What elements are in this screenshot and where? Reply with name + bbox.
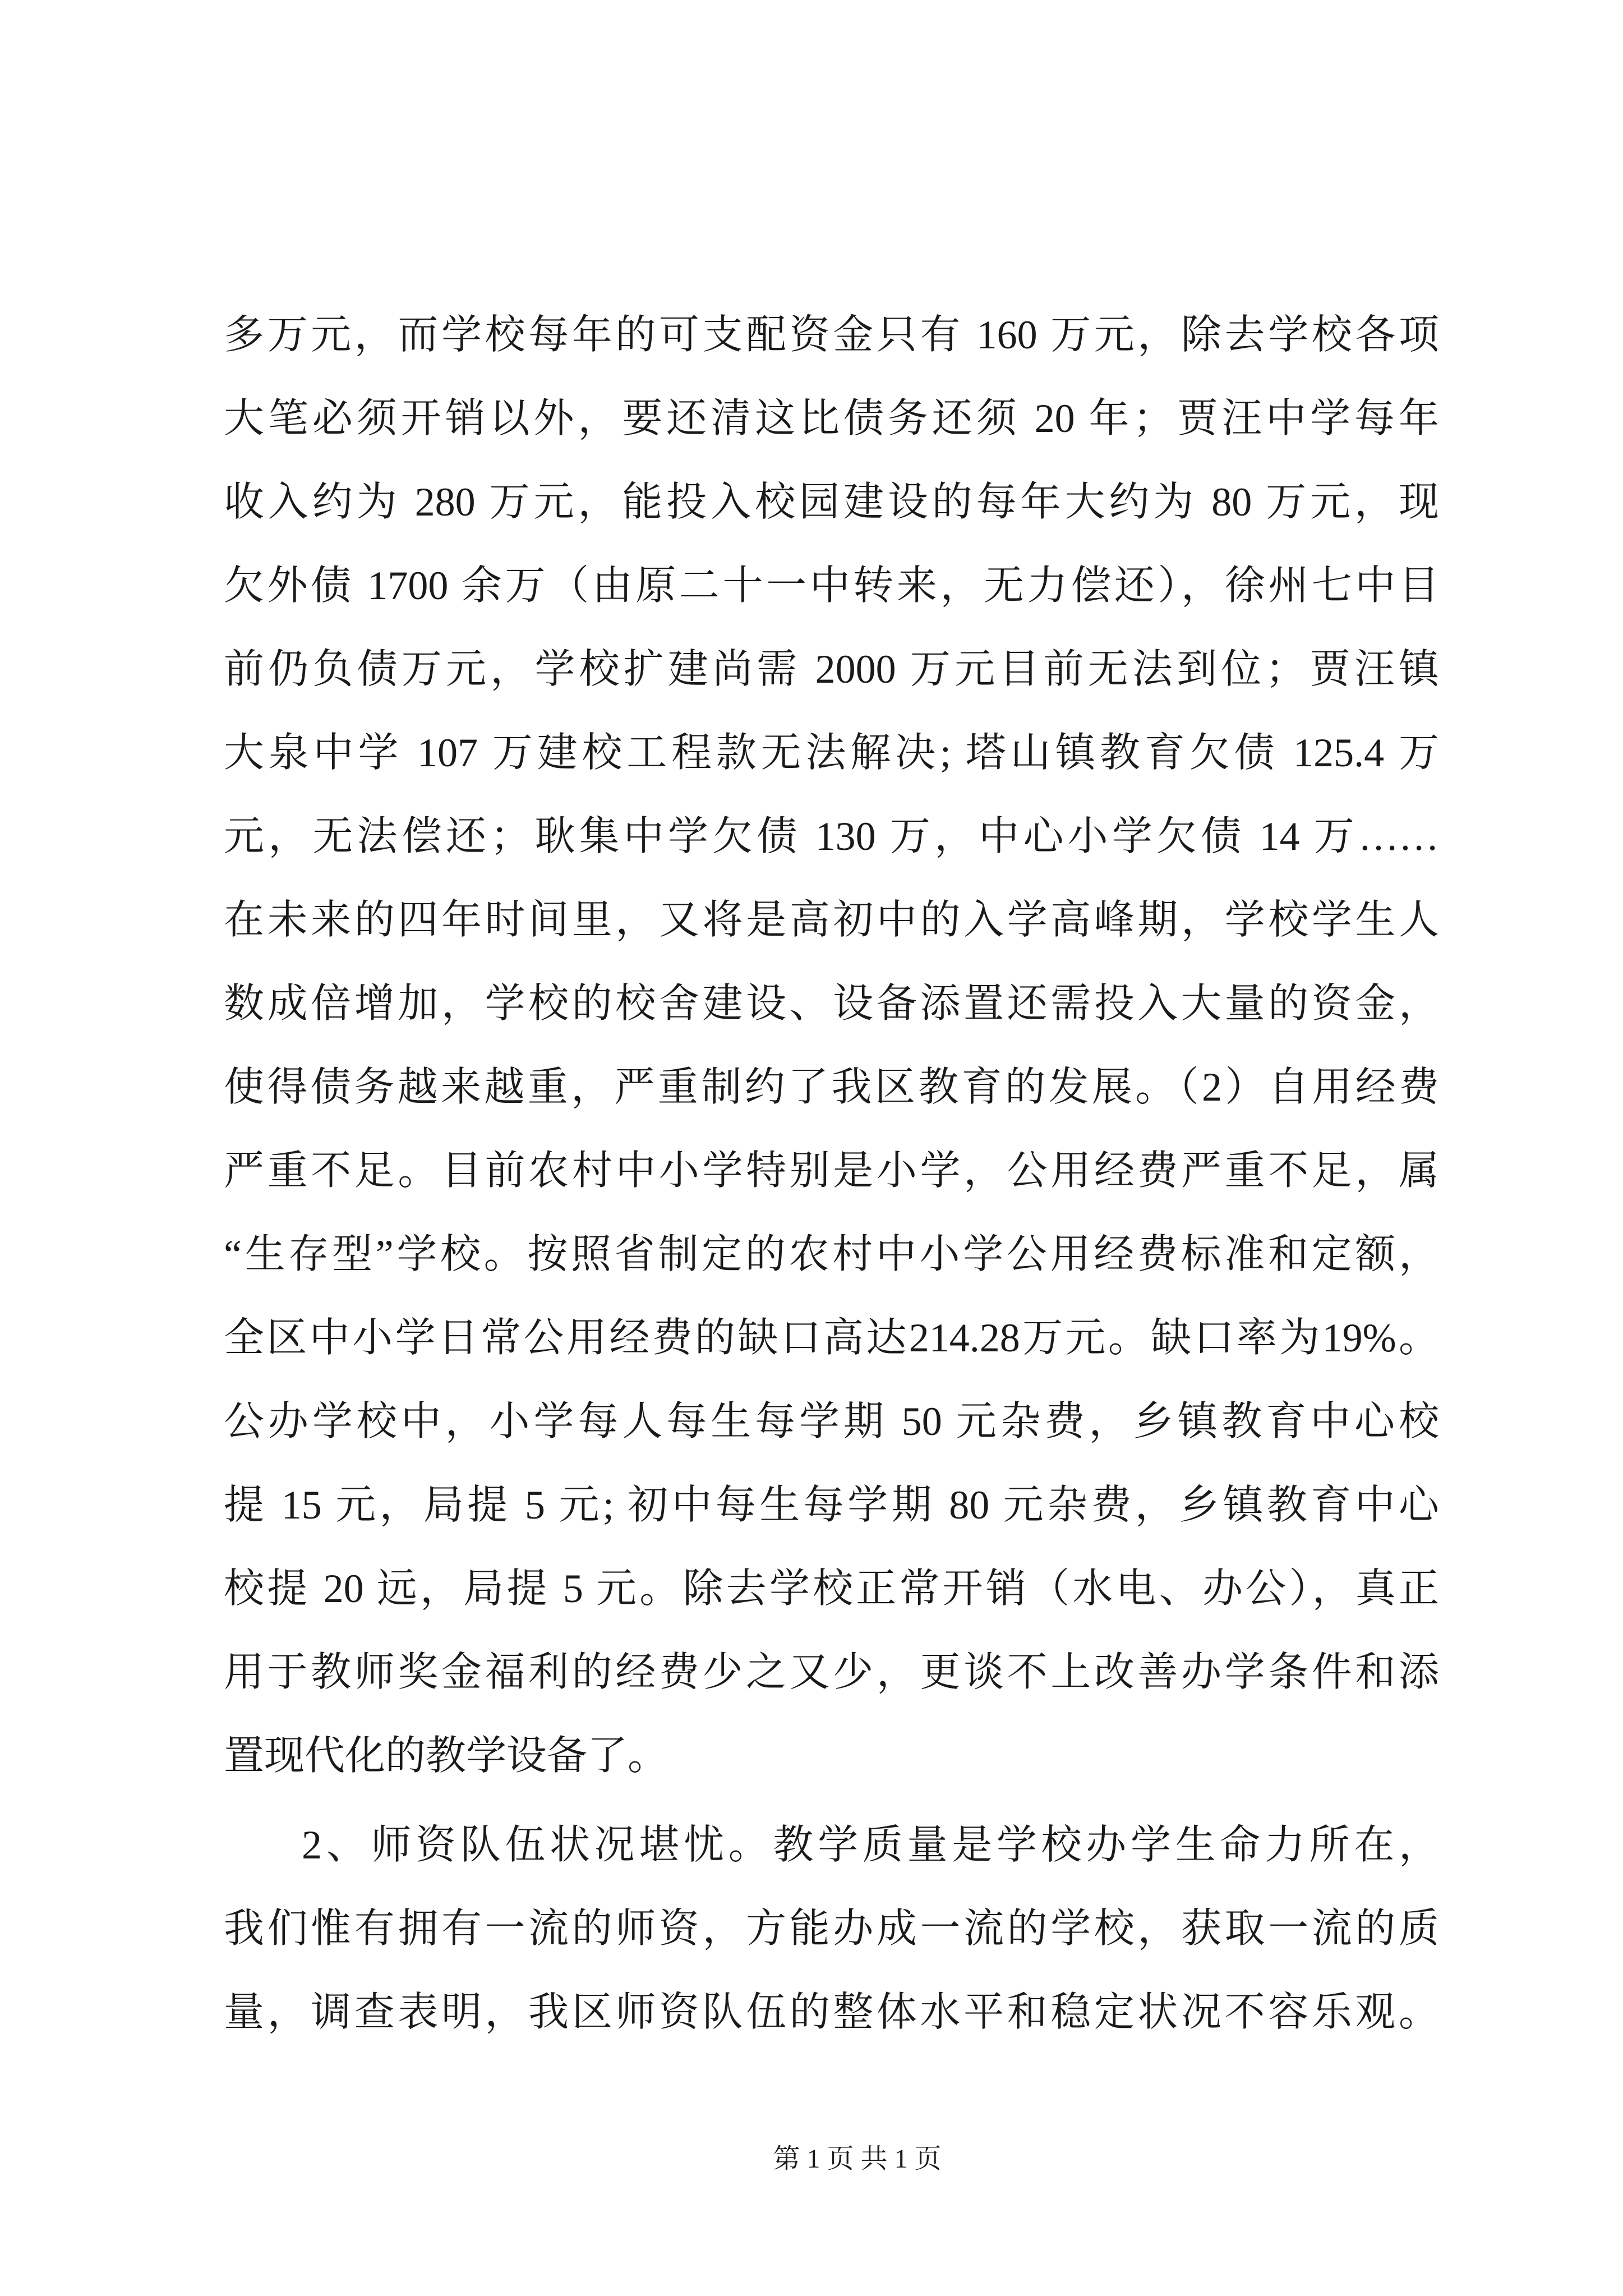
body-text-line: 校提 20 远，局提 5 元。除去学校正常开销（水电、办公），真正 (224, 1566, 1439, 1611)
body-text-line: 用于教师奖金福利的经费少之又少，更谈不上改善办学条件和添 (224, 1650, 1439, 1695)
body-text-line: 收入约为 280 万元，能投入校园建设的每年大约为 80 万元，现 (224, 480, 1439, 524)
body-text-line: 前仍负债万元，学校扩建尚需 2000 万元目前无法到位；贾汪镇 (224, 647, 1439, 692)
body-text-line: 2、师资队伍状况堪忧。教学质量是学校办学生命力所在， (302, 1823, 1439, 1867)
body-text-line: 提 15 元，局提 5 元; 初中每生每学期 80 元杂费，乡镇教育中心 (224, 1483, 1439, 1527)
paragraph-teachers (224, 1803, 1439, 2054)
body-text-line: 量，调查表明，我区师资队伍的整体水平和稳定状况不容乐观。 (224, 1990, 1439, 2035)
body-text-line: 大笔必须开销以外，要还清这比债务还须 20 年；贾汪中学每年 (224, 396, 1439, 441)
body-text-line: 在未来的四年时间里，又将是高初中的入学高峰期，学校学生人 (224, 898, 1439, 942)
body-text-line: 欠外债 1700 余万（由原二十一中转来，无力偿还），徐州七中目 (224, 563, 1439, 608)
body-text-line: 元，无法偿还；耿集中学欠债 130 万，中心小学欠债 14 万…… (224, 814, 1439, 859)
body-text-line: 公办学校中，小学每人每生每学期 50 元杂费，乡镇教育中心校 (224, 1399, 1439, 1444)
body-text (224, 293, 1439, 2054)
body-text-line: 数成倍增加，学校的校舍建设、设备添置还需投入大量的资金， (224, 981, 1439, 1026)
body-text-line: “生存型”学校。按照省制定的农村中小学公用经费标准和定额， (224, 1232, 1439, 1277)
body-text-line: 置现代化的教学设备了。 (224, 1733, 668, 1778)
body-text-line: 大泉中学 107 万建校工程款无法解决; 塔山镇教育欠债 125.4 万 (224, 730, 1439, 775)
paragraph-funding (224, 293, 1439, 1798)
page-number-label: 第 1 页 共 1 页 (773, 2144, 942, 2174)
body-text-line: 我们惟有拥有一流的师资，方能办成一流的学校，获取一流的质 (224, 1906, 1439, 1951)
page-footer (752, 2142, 962, 2176)
body-text-line: 严重不足。目前农村中小学特别是小学，公用经费严重不足，属 (224, 1148, 1439, 1193)
body-text-line: 多万元，而学校每年的可支配资金只有 160 万元，除去学校各项 (224, 312, 1439, 357)
body-text-line: 全区中小学日常公用经费的缺口高达214.28万元。缺口率为19%。 (224, 1315, 1439, 1360)
body-text-line: 使得债务越来越重，严重制约了我区教育的发展。（2）自用经费 (224, 1065, 1439, 1110)
